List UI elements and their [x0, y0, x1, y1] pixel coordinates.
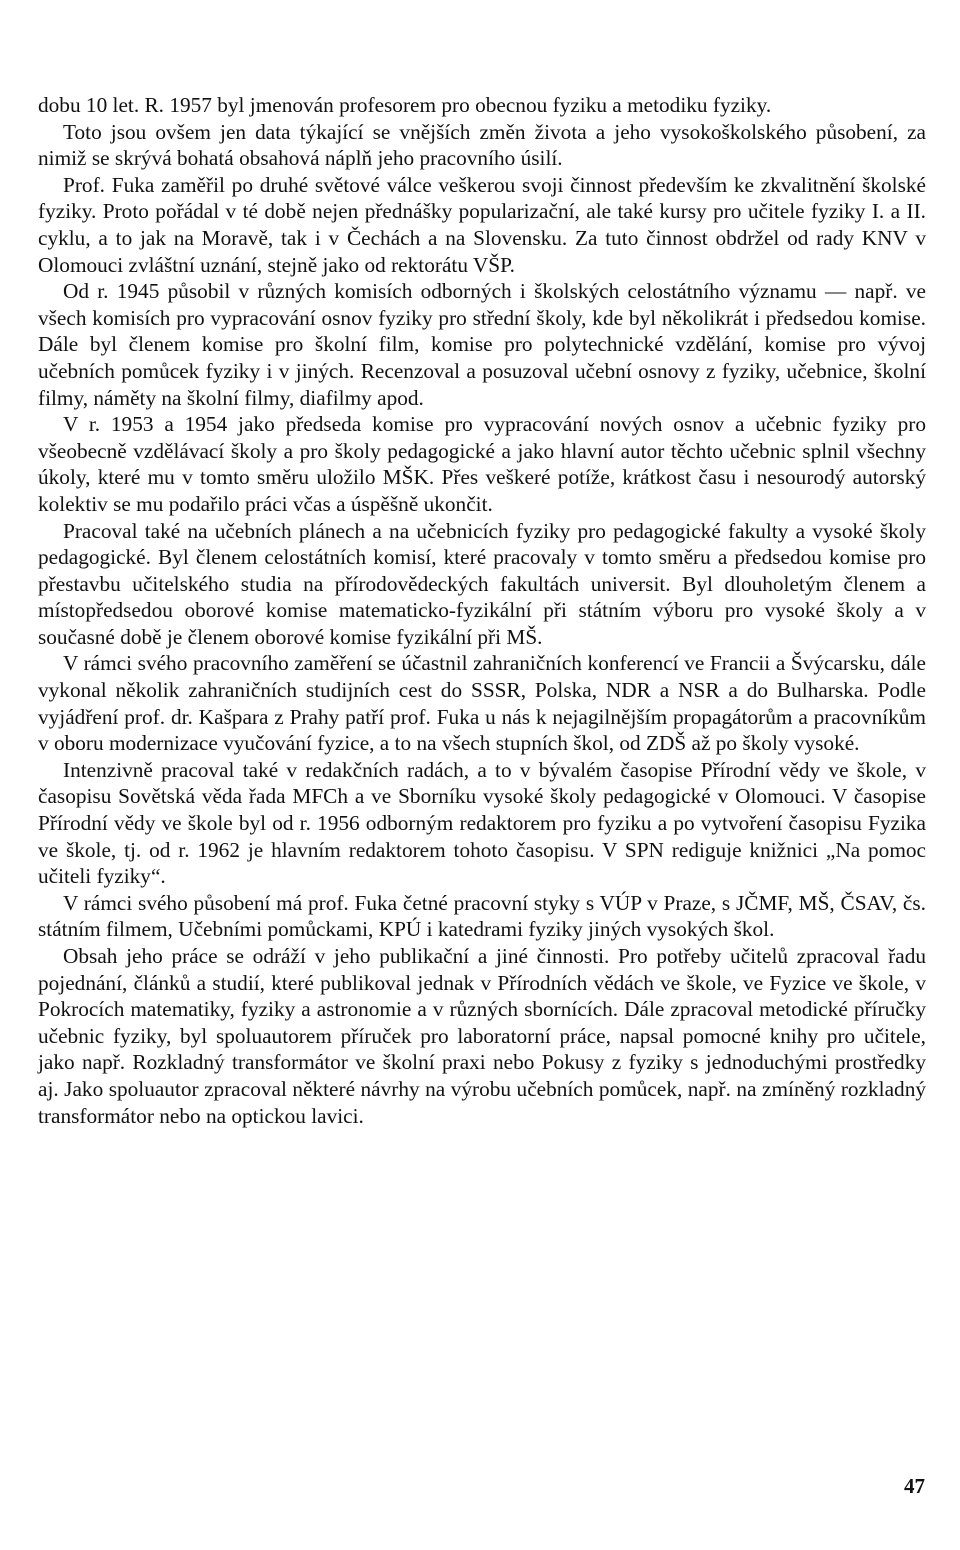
paragraph: V rámci svého pracovního zaměření se účastnil zahraničních konferencí ve Francii a Švýcarsku, dále vykonal několik zahraničních studijních cest do SSSR, Polska, NDR a NSR a do Bulharska. Podle vyjádření prof. dr. Kašpara z Prahy patří prof. Fuka u nás k nejagilnějším propagátorům a pracovníkům v oboru modernizace vyučování fyzice, a to na všech stupních škol, od ZDŠ až po školy vysoké.: [38, 651, 926, 756]
paragraph: Intenzivně pracoval také v redakčních radách, a to v bývalém časopise Přírodní vědy ve škole, v časopisu Sovětská věda řada MFCh a ve Sborníku vysoké školy pedagogické v Olomouci. V časopise Přírodní vědy ve škole byl od r. 1956 odborným redaktorem pro fyziku a po vytvoření časopisu Fyzika ve škole, tj. od r. 1962 je hlavním redaktorem tohoto časopisu. V SPN rediguje knižnici „Na pomoc učiteli fyziky“.: [38, 757, 926, 889]
paragraph: Toto jsou ovšem jen data týkající se vnějších změn života a jeho vysokoškolského působení, za nimiž se skrývá bohatá obsahová náplň jeho pracovního úsilí.: [38, 119, 926, 171]
paragraph: Pracoval také na učebních plánech a na učebnicích fyziky pro pedagogické fakulty a vysoké školy pedagogické. Byl členem celostátních komisí, které pracovaly v tomto směru a předsedou komise pro přestavbu učitelského studia na přírodovědeckých fakultách universit. Byl dlouholetým členem a místopředsedou oborové komise matematicko-fyzikální při státním výboru pro vysoké školy a v současné době je členem oborové komise fyzikální při MŠ.: [38, 518, 926, 649]
paragraph: dobu 10 let. R. 1957 byl jmenován profesorem pro obecnou fyziku a metodiku fyziky.: [38, 93, 772, 117]
paragraph: Od r. 1945 působil v různých komisích odborných i školských celostátního významu — např. ve všech komisích pro vypracování osnov fyziky pro střední školy, kde byl několikrát i předsedou komise. Dále byl členem komise pro školní film, komise pro polytechnické vzdělání, komise pro vývoj učebních pomůcek fyziky i v jiných. Recenzoval a posuzoval učební osnovy z fyziky, učebnice, školní filmy, náměty na školní filmy, diafilmy apod.: [38, 279, 926, 410]
paragraph: V rámci svého působení má prof. Fuka četné pracovní styky s VÚP v Praze, s JČMF, MŠ, ČSAV, čs. státním filmem, Učebními pomůckami, KPÚ i katedrami fyziky jiných vysokých škol.: [38, 890, 926, 942]
paragraph: V r. 1953 a 1954 jako předseda komise pro vypracování nových osnov a učebnic fyziky pro všeobecně vzdělávací školy a pro školy pedagogické a jako hlavní autor těchto učebnic splnil všechny úkoly, které mu v tomto směru uložilo MŠK. Přes veškeré potíže, krátkost času i nesourodý autorský kolektiv se mu podařilo práci včas a úspěšně ukončit.: [38, 412, 926, 516]
paragraph: Obsah jeho práce se odráží v jeho publikační a jiné činnosti. Pro potřeby učitelů zpracoval řadu pojednání, článků a studií, které publikoval jednak v Přírodních vědách ve škole, ve Fyzice ve škole, v Pokrocích matematiky, fyziky a astronomie a v různých sbornících. Dále zpracoval metodické příručky učebnic fyziky, byl spoluautorem příruček pro laboratorní práce, napsal pomocné knihy pro učitele, jako např. Rozkladný transformátor ve školní praxi nebo Pokusy z fyziky s jednoduchými prostředky aj. Jako spoluautor zpracoval některé návrhy na výrobu učebních pomůcek, např. na zmíněný rozkladný transformátor nebo na optickou lavici.: [38, 944, 926, 1128]
text-body: [38, 92, 926, 1129]
page-number: 47: [904, 1474, 925, 1498]
paragraph: Prof. Fuka zaměřil po druhé světové válce veškerou svoji činnost především ke zkvalitnění školské fyziky. Proto pořádal v té době nejen přednášky popularizační, ale také kursy pro učitele fyziky I. a II. cyklu, a to jak na Moravě, tak i v Čechách a na Slovensku. Za tuto činnost obdržel od rady KNV v Olomouci zvláštní uznání, stejně jako od rektorátu VŠP.: [38, 172, 926, 277]
